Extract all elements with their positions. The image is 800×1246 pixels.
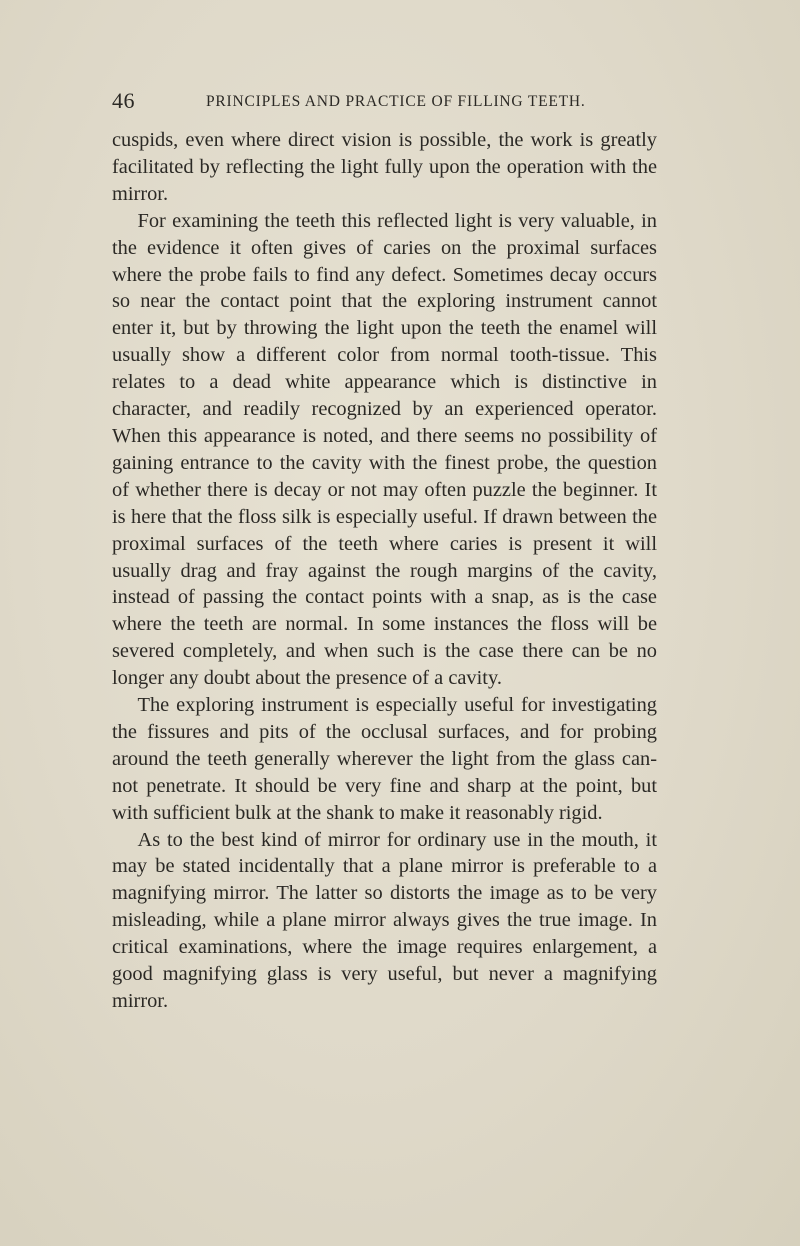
page-number: 46	[112, 88, 135, 113]
paragraph-exploring-instrument: The exploring instrument is especially useful for investigating the fissures and pits of the occlusal surfaces, and for probing around the teeth generally wherever the light from the glass can- not penetrate. It should be very fine and sharp at the point, but with sufficient bulk at the shank to make it reasonably rigid.	[112, 694, 657, 824]
paragraph-mirror-choice: As to the best kind of mirror for ordinary use in the mouth, it may be stated incidentally that a plane mirror is preferable to a magnifying mirror. The latter so distorts the image as to be very misleading, while a plane mirror always gives the true image. In critical examinations, where the image requires enlargement, a good magnifying glass is very useful, but never a magnifying mirror.	[112, 828, 657, 1012]
running-title: PRINCIPLES AND PRACTICE OF FILLING TEETH.	[206, 93, 586, 110]
running-head	[112, 88, 657, 114]
paragraph-continuation: cuspids, even where direct vision is possible, the work is greatly facilitated by reflecting the light fully upon the operation with the mirror.	[112, 129, 657, 205]
paragraph-reflected-light: For examining the teeth this reflected light is very valuable, in the evidence it often gives of caries on the proximal surfaces where the probe fails to find any defect. Sometimes decay occurs so near the contact point that the exploring instrument cannot enter it, but by throwing the light upon the teeth the enamel will usually show a different color from normal tooth-tissue. This relates to a dead white appearance which is distinctive in character, and readily recognized by an experienced operator. When this appearance is noted, and there seems no possibility of gaining entrance to the cavity with the finest probe, the question of whether there is decay or not may often puzzle the beginner. It is here that the floss silk is especially useful. If drawn between the proximal surfaces of the teeth where caries is present it will usually drag and fray against the rough margins of the cavity, instead of passing the contact points with a snap, as is the case where the teeth are normal. In some instances the floss will be severed completely, and when such is the case there can be no longer any doubt about the presence of a cavity.	[112, 209, 657, 690]
body-text	[112, 127, 657, 1015]
